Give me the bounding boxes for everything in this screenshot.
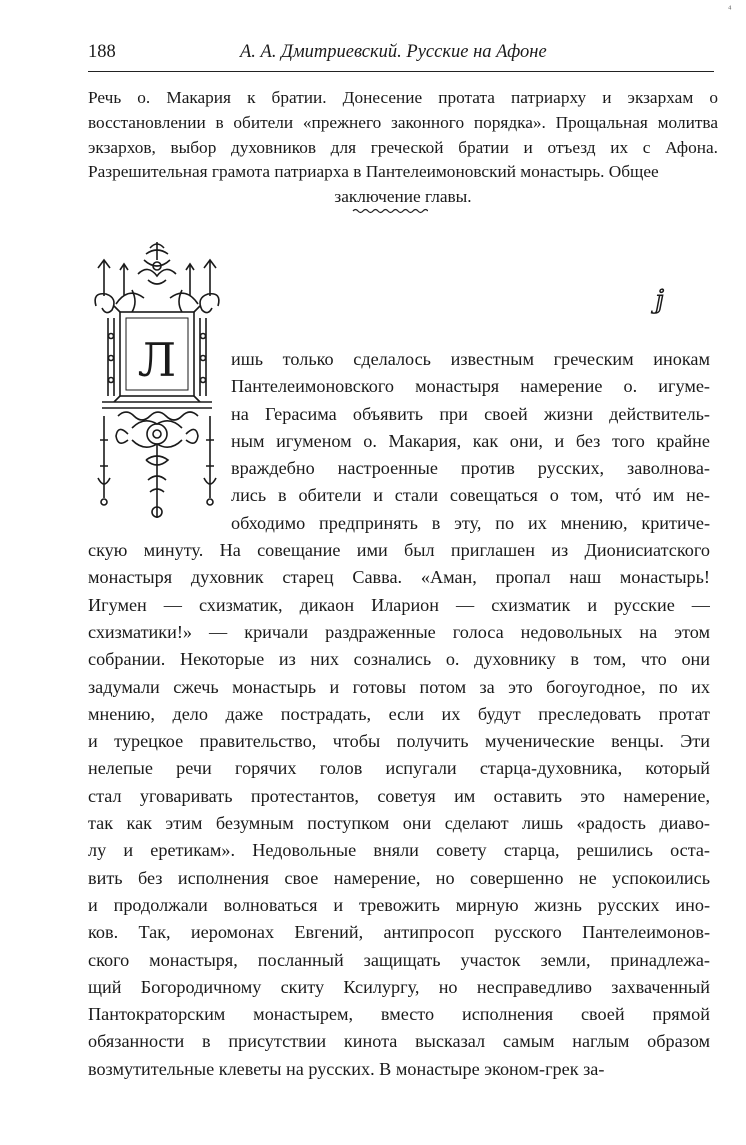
running-title: А. А. Дмитриевский. Русские на Афоне	[240, 42, 547, 62]
summary-last-line: заключение главы.	[334, 187, 472, 207]
text-line: обязанности в присутствии кинота высказал самым наглым образом	[88, 1031, 710, 1052]
drop-cap-letter: Л	[137, 333, 177, 387]
stray-mark: ⅉ	[655, 285, 665, 314]
text-line: и продолжали волноваться и тревожить мирную жизнь русских ино-	[88, 894, 710, 915]
text-line: стал уговаривать протестантов, советуя им оставить это намерение,	[88, 785, 710, 806]
text-line: мнению, дело даже пострадать, если их будут преследовать протат	[88, 703, 710, 724]
chapter-summary	[88, 86, 718, 210]
text-line: схизматики!» — кричали раздраженные голоса недовольных на этом	[88, 621, 710, 642]
text-line: ным игуменом о. Макария, как они, и без того крайне	[231, 430, 710, 451]
text-line: ишь только сделалось известным греческим инокам	[231, 349, 710, 369]
text-line: задумали сжечь монастырь и готовы потом за это богоугодное, по их	[88, 676, 710, 697]
text-line: собрании. Некоторые из них сознались о. духовнику в том, что они	[88, 649, 710, 670]
text-line: нелепые речи горячих голов испугали старца-духовника, который	[88, 758, 710, 779]
text-line: лу и еретикам». Недовольные вняли совету старца, решились оста-	[88, 840, 710, 861]
corner-scan-mark: ⁴	[728, 4, 732, 15]
header-rule	[88, 71, 714, 72]
text-line: Игумен — схизматик, дикаон Иларион — схизматик и русские —	[88, 594, 710, 615]
text-line: обходимо предпринять в эту, по их мнению, критиче-	[231, 512, 710, 533]
text-line: ков. Так, иеромонах Евгений, антипросоп русского Пантелеимонов-	[88, 922, 710, 943]
text-line: ского монастыря, посланный защищать участок земли, принадлежа-	[88, 949, 710, 970]
text-line: возмутительные клеветы на русских. В монастыре эконом-грек за-	[88, 1058, 605, 1079]
text-line: скую минуту. На совещание ими был приглашен из Дионисиатского	[88, 540, 710, 561]
page-number: 188	[88, 42, 116, 62]
text-line: монастыря духовник старец Савва. «Аман, пропал наш монастырь!	[88, 567, 710, 588]
text-line: щий Богородичному скиту Ксилургу, но несправедливо захваченный	[88, 976, 710, 997]
text-line: враждебно настроенные против русских, заволнова-	[231, 458, 710, 479]
text-line: лись в обители и стали совещаться о том, чтó им не-	[231, 485, 710, 506]
summary-text: Речь о. Макария к братии. Донесение протата патриарху и экзархам о восстановлении в обители «прежнего законного порядка». Прощальная молитва экзархов, выбор духовников для греческой братии и отъезд их с Афона. Разрешительная грамота патриарха в Пантелеимоновский монастырь. Общее	[88, 88, 718, 182]
text-line: на Герасима объявить при своей жизни действитель-	[231, 403, 710, 424]
text-line: и турецкое правительство, чтобы получить мученические венцы. Эти	[88, 731, 710, 752]
text-line: так как этим безумным поступком они сделают лишь «радость диаво-	[88, 813, 710, 834]
wavy-divider	[352, 207, 428, 215]
text-line: Пантократорским монастырем, вместо исполнения своей прямой	[88, 1004, 710, 1025]
text-line: Пантелеимоновского монастыря намерение о. игуме-	[231, 376, 710, 397]
text-line: вить без исполнения свое намерение, но совершенно не успокоились	[88, 867, 710, 888]
body-text	[88, 346, 710, 1083]
